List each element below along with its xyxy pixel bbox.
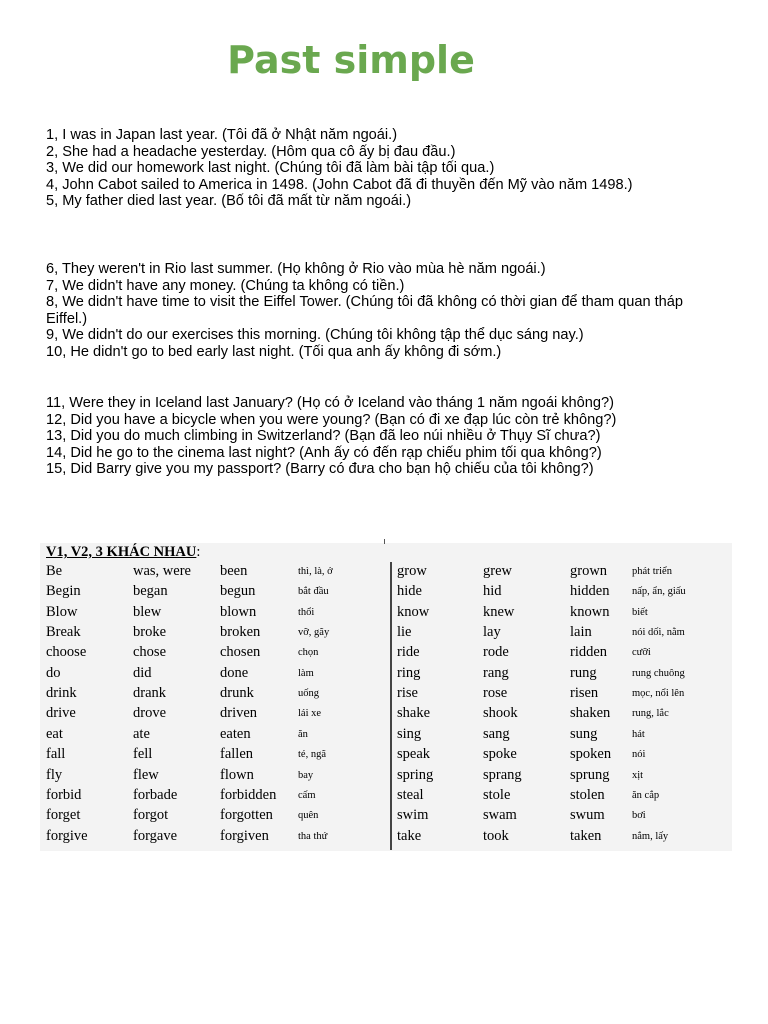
v2-right: rang — [483, 664, 509, 681]
v3-right: shaken — [570, 705, 611, 722]
sentence: 11, Were they in Iceland last January? (Họ có ở Iceland vào tháng 1 năm ngoái không?) — [46, 395, 614, 411]
v1-right: ring — [397, 664, 421, 681]
meaning-left: uống — [298, 688, 319, 700]
v1-left: drive — [46, 705, 76, 722]
v3-right: risen — [570, 685, 599, 702]
v2-right: rode — [483, 644, 509, 661]
v1-right: speak — [397, 746, 431, 763]
heading-colon: : — [196, 544, 201, 560]
v3-right: grown — [570, 563, 608, 579]
meaning-left: quên — [298, 810, 319, 822]
v2-left: drove — [133, 705, 167, 722]
v1-right: rise — [397, 685, 418, 702]
v1-left: do — [46, 664, 61, 681]
v1-left: Break — [46, 624, 81, 641]
meaning-left: bắt đầu — [298, 586, 329, 598]
v2-left: began — [133, 583, 168, 600]
v3-left: forgotten — [220, 807, 273, 824]
sentence: 12, Did you have a bicycle when you were young? (Bạn có đi xe đạp lúc còn trẻ không?) — [46, 411, 617, 428]
meaning-left: tha thứ — [298, 830, 328, 842]
v1-right: lie — [397, 624, 412, 641]
v3-right: stolen — [570, 786, 605, 803]
verb-table-heading-text: V1, V2, 3 KHÁC NHAU — [46, 544, 197, 560]
v2-left: drank — [133, 685, 167, 702]
meaning-left: lái xe — [298, 708, 322, 720]
v1-left: forbid — [46, 786, 82, 803]
v3-left: fallen — [220, 746, 254, 763]
v3-right: known — [570, 603, 610, 620]
meaning-left: thì, là, ở — [298, 566, 333, 577]
negative-sentences — [46, 261, 726, 361]
v1-right: steal — [397, 786, 424, 803]
v3-left: forgiven — [220, 827, 269, 844]
v1-right: hide — [397, 583, 422, 600]
v2-left: ate — [133, 725, 150, 742]
v2-right: sprang — [483, 766, 522, 783]
v3-right: hidden — [570, 583, 610, 600]
meaning-right: hát — [632, 728, 645, 740]
meaning-left: làm — [298, 667, 314, 679]
v3-left: drunk — [220, 685, 254, 702]
v2-left: forgave — [133, 827, 178, 844]
v2-left: was, were — [133, 563, 191, 579]
v3-left: forbidden — [220, 786, 277, 803]
v2-right: took — [483, 827, 509, 844]
v2-left: forbade — [133, 786, 178, 803]
v2-right: knew — [483, 603, 515, 620]
v1-left: forget — [46, 807, 81, 824]
v3-right: spoken — [570, 746, 612, 763]
v3-left: chosen — [220, 644, 261, 661]
v2-left: fell — [133, 746, 153, 763]
v1-right: sing — [397, 725, 422, 742]
sentence: 3, We did our homework last night. (Chúng tôi đã làm bài tập tối qua.) — [46, 160, 495, 177]
meaning-right: nói — [632, 749, 646, 761]
sentence: 14, Did he go to the cinema last night? (Anh ấy có đến rạp chiếu phim tối qua không?) — [46, 444, 602, 461]
v3-left: broken — [220, 624, 261, 641]
v3-right: sprung — [570, 766, 610, 783]
sentence: 15, Did Barry give you my passport? (Barry có đưa cho bạn hộ chiếu của tôi không?) — [46, 461, 594, 478]
verb-row — [0, 665, 768, 685]
verb-row — [0, 685, 768, 705]
v3-left: been — [220, 563, 248, 579]
v3-left: done — [220, 664, 249, 681]
verb-row — [0, 705, 768, 725]
v3-left: blown — [220, 603, 257, 620]
v1-right: take — [397, 827, 422, 844]
meaning-right: ăn cắp — [632, 789, 660, 801]
meaning-left: chọn — [298, 647, 319, 659]
v3-right: lain — [570, 624, 592, 641]
v2-right: shook — [483, 705, 518, 722]
meaning-right: rung, lắc — [632, 708, 669, 720]
v1-right: know — [397, 603, 430, 620]
verb-row — [0, 644, 768, 664]
meaning-right: mọc, nổi lên — [632, 688, 685, 700]
v2-right: lay — [483, 624, 501, 641]
v3-left: eaten — [220, 725, 251, 742]
meaning-right: phát triển — [632, 566, 672, 577]
v2-right: hid — [483, 583, 502, 600]
meaning-right: bơi — [632, 810, 646, 822]
v3-left: flown — [220, 766, 254, 783]
v1-left: choose — [46, 644, 87, 661]
v3-right: rung — [570, 664, 597, 681]
v3-left: driven — [220, 705, 258, 722]
verb-row — [0, 604, 768, 624]
v3-right: swum — [570, 807, 605, 824]
page-title: Past simple — [227, 38, 475, 82]
v1-left: Be — [46, 563, 63, 579]
sentence: 7, We didn't have any money. (Chúng ta không có tiền.) — [46, 277, 405, 294]
v3-right: sung — [570, 725, 598, 742]
verb-row — [0, 583, 768, 603]
sentence: 6, They weren't in Rio last summer. (Họ không ở Rio vào mùa hè năm ngoái.) — [46, 261, 546, 277]
verb-row — [0, 726, 768, 746]
v1-right: ride — [397, 644, 420, 661]
v2-left: blew — [133, 603, 162, 620]
v2-left: did — [133, 664, 152, 681]
v1-right: grow — [397, 563, 427, 579]
v1-left: forgive — [46, 827, 88, 844]
v3-right: taken — [570, 827, 602, 844]
v2-right: rose — [483, 685, 508, 702]
meaning-left: vỡ, gãy — [298, 627, 330, 639]
sentence: 4, John Cabot sailed to America in 1498. (John Cabot đã đi thuyền đến Mỹ vào năm 1498.) — [46, 176, 633, 193]
v1-right: spring — [397, 766, 434, 783]
meaning-left: cấm — [298, 789, 316, 801]
meaning-right: nói dối, nằm — [632, 627, 685, 639]
meaning-left: ăn — [298, 728, 308, 740]
v2-left: broke — [133, 624, 167, 641]
sentence: 8, We didn't have time to visit the Eiffel Tower. (Chúng tôi đã không có thời gian để tham quan tháp Eiffel.) — [46, 294, 684, 327]
v1-right: swim — [397, 807, 429, 824]
v2-right: sang — [483, 725, 510, 742]
verb-row — [0, 767, 768, 787]
verb-row — [0, 624, 768, 644]
meaning-right: nấp, ẩn, giấu — [632, 586, 686, 598]
verb-row — [0, 787, 768, 807]
v2-right: spoke — [483, 746, 517, 763]
verb-table-heading — [46, 544, 200, 561]
affirmative-sentences — [46, 127, 726, 210]
v1-right: shake — [397, 705, 431, 722]
verb-row — [0, 746, 768, 766]
sentence: 2, She had a headache yesterday. (Hôm qua cô ấy bị đau đầu.) — [46, 143, 456, 160]
sentence: 13, Did you do much climbing in Switzerland? (Bạn đã leo núi nhiều ở Thụy Sĩ chưa?) — [46, 428, 601, 445]
v2-right: grew — [483, 563, 512, 579]
v2-right: swam — [483, 807, 517, 824]
v1-left: eat — [46, 725, 63, 742]
meaning-right: biết — [632, 606, 648, 618]
meaning-right: nắm, lấy — [632, 830, 669, 842]
sentence: 10, He didn't go to bed early last night. (Tối qua anh ấy không đi sớm.) — [46, 343, 502, 360]
v3-right: ridden — [570, 644, 608, 661]
scan-mark — [384, 539, 385, 544]
v2-left: chose — [133, 644, 167, 661]
v1-left: Begin — [46, 583, 81, 600]
meaning-left: bay — [298, 769, 314, 781]
v1-left: drink — [46, 685, 77, 702]
v2-left: flew — [133, 766, 159, 783]
meaning-right: xịt — [632, 769, 644, 781]
sentence: 9, We didn't do our exercises this morning. (Chúng tôi không tập thể dục sáng nay.) — [46, 327, 584, 344]
v1-left: Blow — [46, 603, 78, 620]
question-sentences — [46, 395, 726, 478]
verb-row — [0, 828, 768, 848]
v1-left: fly — [46, 766, 63, 783]
v1-left: fall — [46, 746, 66, 763]
sentence: 5, My father died last year. (Bố tôi đã mất từ năm ngoái.) — [46, 193, 412, 210]
meaning-right: cưỡi — [632, 647, 651, 659]
verb-row — [0, 807, 768, 827]
meaning-left: té, ngã — [298, 749, 326, 761]
v3-left: begun — [220, 583, 256, 600]
verb-row — [0, 563, 768, 583]
v2-left: forgot — [133, 807, 169, 824]
sentence: 1, I was in Japan last year. (Tôi đã ở Nhật năm ngoái.) — [46, 127, 398, 143]
meaning-left: thổi — [298, 606, 315, 618]
meaning-right: rung chuông — [632, 667, 685, 679]
v2-right: stole — [483, 786, 511, 803]
